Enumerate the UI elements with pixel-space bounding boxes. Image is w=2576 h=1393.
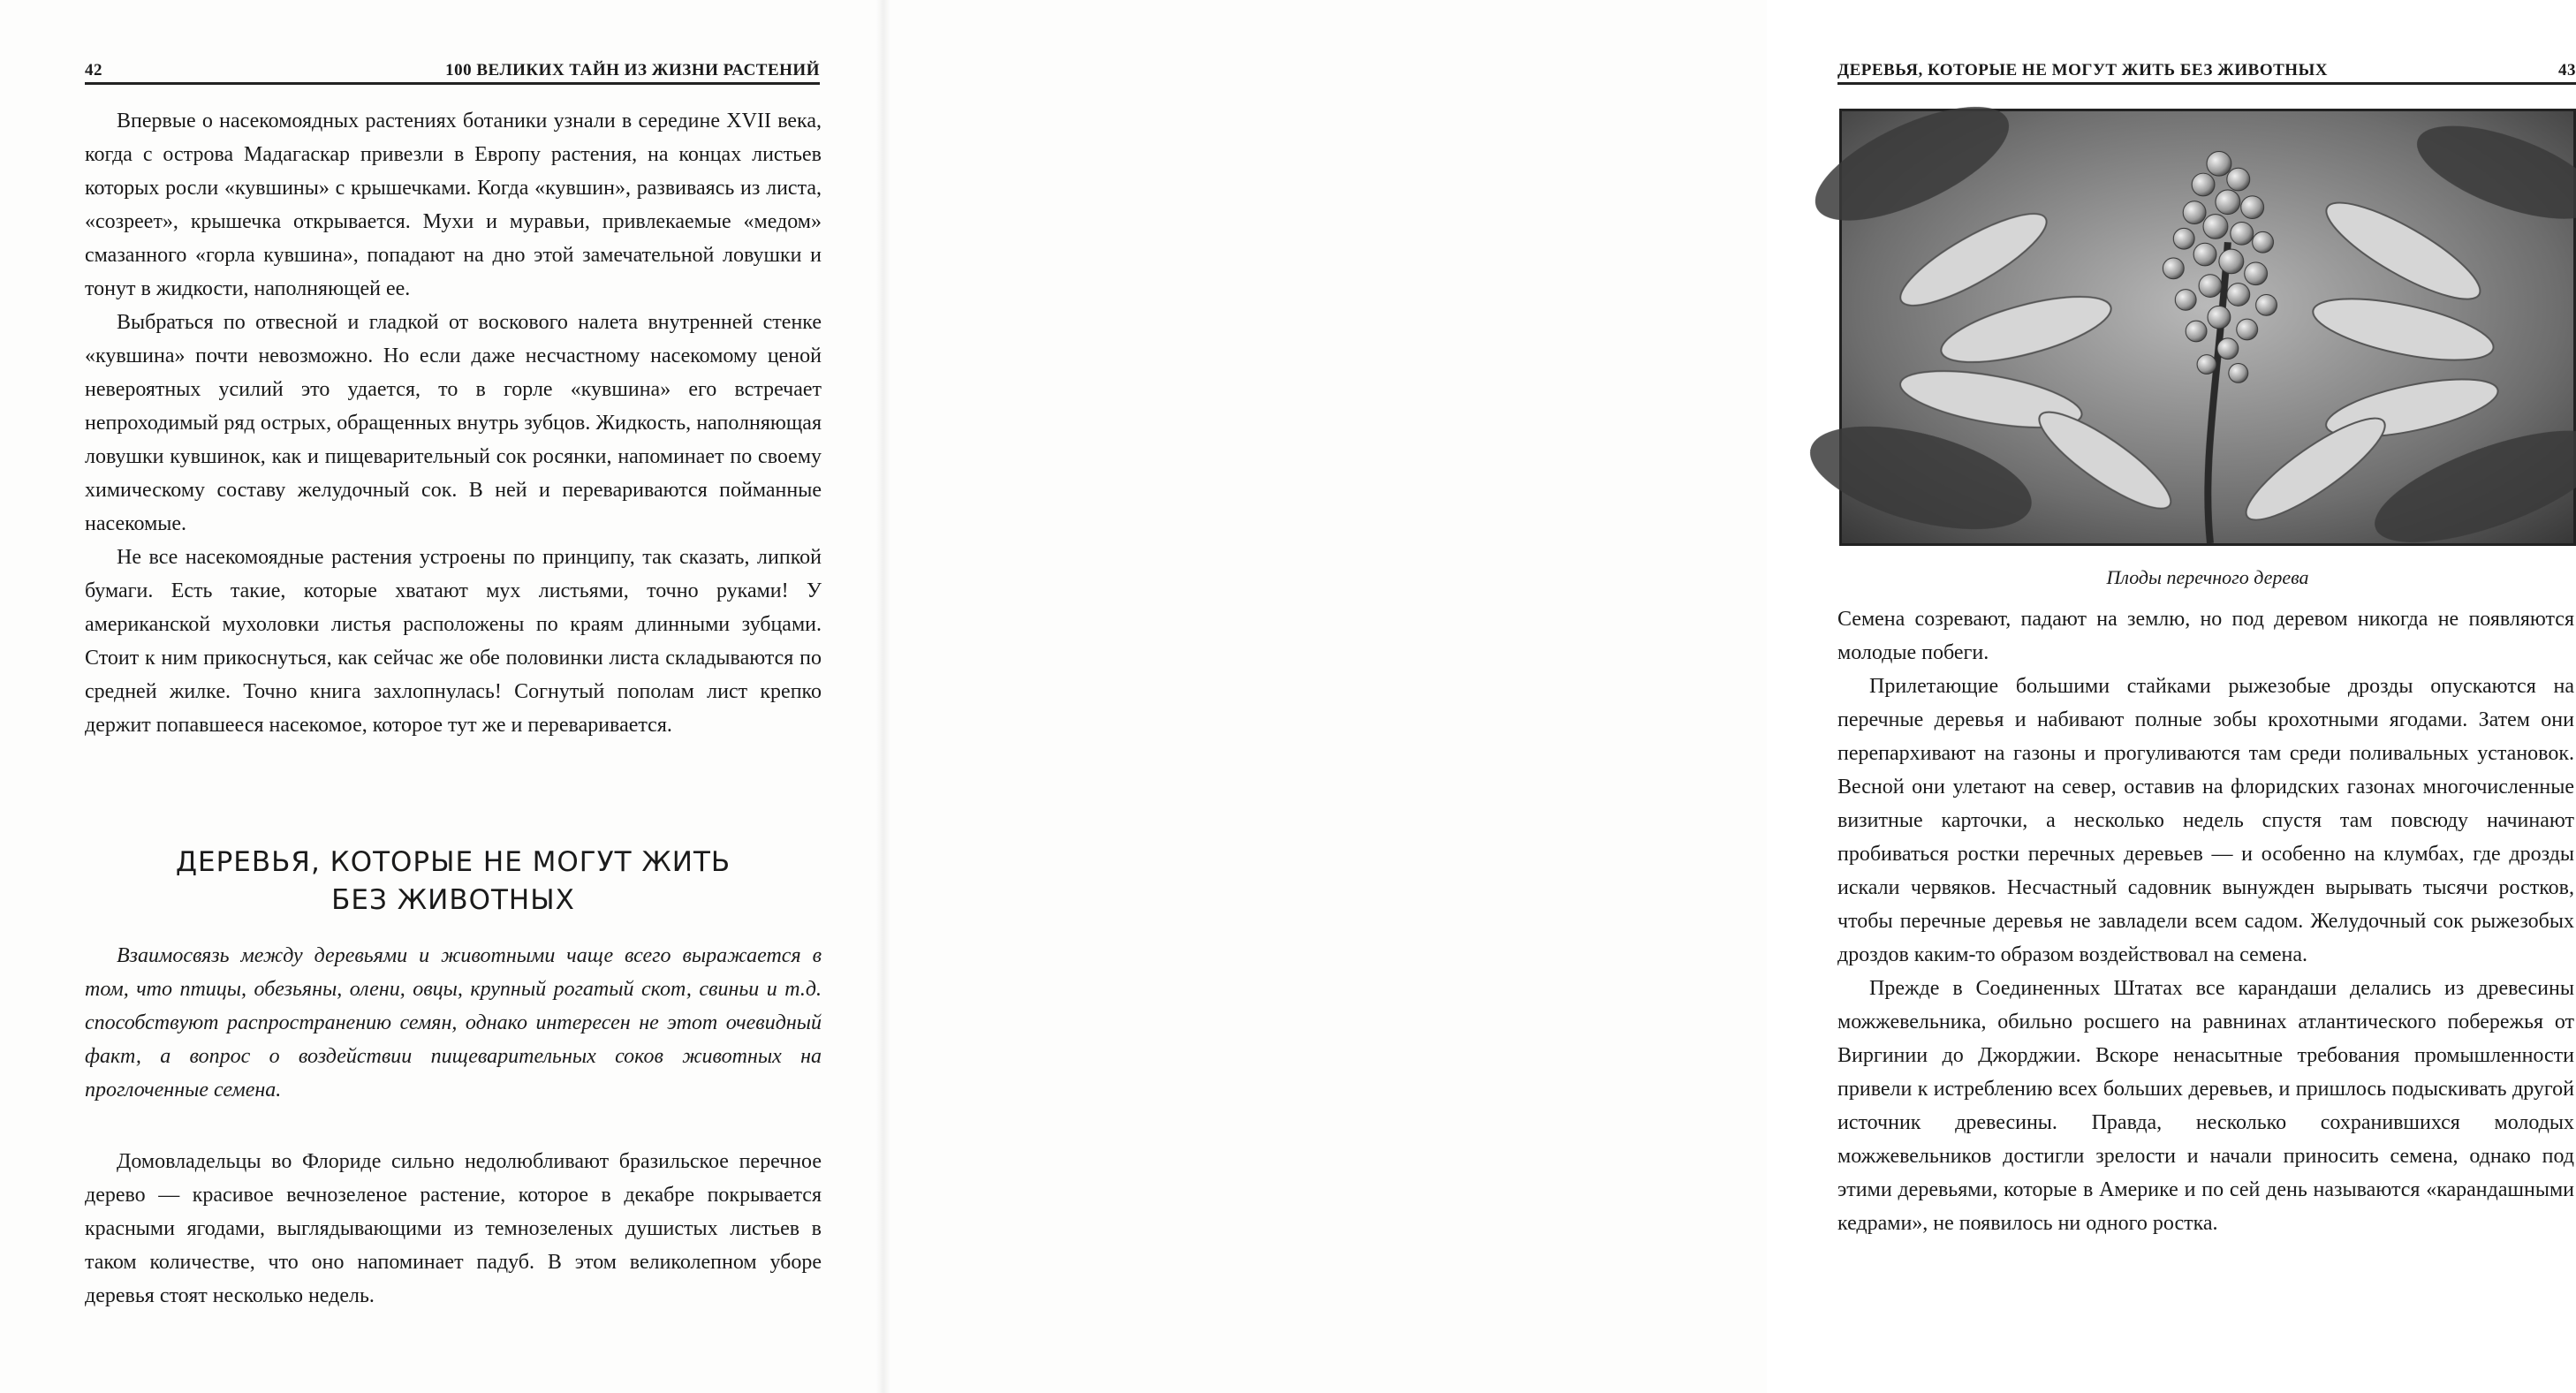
paragraph: Домовладельцы во Флориде сильно недолюбливают бразильское перечное дерево — красивое вечнозеленое растение, которое в декабре покрывается красными ягодами, выглядывающими из темнозеленых душистых листьев в таком количестве, что оно напоминает падуб. В этом великолепном уборе деревья стоят несколько недель.	[85, 1150, 822, 1307]
right-page	[883, 0, 2576, 1393]
running-title-left: 100 ВЕЛИКИХ ТАЙН ИЗ ЖИЗНИ РАСТЕНИЙ	[445, 61, 820, 79]
right-body	[1837, 602, 2574, 1240]
page-number-right: 43	[2558, 61, 2576, 79]
photo-illustration	[1842, 111, 2573, 543]
paragraph: Не все насекомоядные растения устроены по принципу, так сказать, липкой бумаги. Есть такие, которые хватают мух листьями, точно руками! У американской мухоловки листья расположены по краям длинными зубцами. Стоит к ним прикоснуться, как сейчас же обе половинки листа складываются по средней жилке. Точно книга захлопнулась! Согнутый пополам лист крепко держит попавшееся насекомое, которое тут же и переваривается.	[85, 546, 822, 737]
paragraph: Выбраться по отвесной и гладкой от воскового налета внутренней стенке «кувшина» почти невозможно. Но если даже несчастному насекомому ценой невероятных усилий это удается, то в горле «кувшина» его встречает непроходимый ряд острых, обращенных внутрь зубцов. Жидкость, наполняющая ловушки кувшинок, как и пищеварительный сок росянки, напоминает по своему химическому составу желудочный сок. В ней и перевариваются пойманные насекомые.	[85, 311, 822, 535]
left-running-head	[85, 56, 820, 85]
pepper-tree-photo	[1839, 109, 2576, 546]
left-page	[0, 0, 883, 1393]
lead-paragraph-block	[85, 939, 822, 1107]
figure-caption: Плоды перечного дерева	[2106, 566, 2309, 588]
page-number-left: 42	[85, 61, 102, 79]
section-heading-line: БЕЗ ЖИВОТНЫХ	[331, 884, 575, 916]
left-body-top	[85, 104, 822, 742]
paragraph-continued: Семена созревают, падают на землю, но под деревом никогда не появляются молодые побеги.	[1837, 608, 2574, 664]
paragraph: Прилетающие большими стайками рыжезобые дрозды опускаются на перечные деревья и набивают полные зобы крохотными ягодами. Затем они перепархивают на газоны и прогуливаются там среди поливальных установок. Весной они улетают на север, оставив на флоридских газонах многочисленные визитные карточки, а несколько недель спустя там повсюду начинают пробиваться ростки перечных деревьев — и особенно на клумбах, где дрозды искали червяков. Несчастный садовник вынужден вырывать тысячи ростков, чтобы перечные деревья не завладели всем садом. Желудочный сок рыжезобых дроздов каким-то образом воздействовал на семена.	[1837, 675, 2574, 966]
paragraph: Впервые о насекомоядных растениях ботаники узнали в середине XVII века, когда с острова Мадагаскар привезли в Европу растения, на концах листьев которых росли «кувшины» с крышечками. Когда «кувшин», развиваясь из листа, «созреет», крышечка открывается. Мухи и муравьи, привлекаемые «медом» смазанного «горла кувшина», попадают на дно этой замечательной ловушки и тонут в жидкости, наполняющей ее.	[85, 110, 822, 300]
running-title-right: ДЕРЕВЬЯ, КОТОРЫЕ НЕ МОГУТ ЖИТЬ БЕЗ ЖИВОТНЫХ	[1837, 61, 2328, 79]
left-body-bottom	[85, 1145, 822, 1313]
section-heading-line: ДЕРЕВЬЯ, КОТОРЫЕ НЕ МОГУТ ЖИТЬ	[175, 846, 731, 878]
lead-paragraph: Взаимосвязь между деревьями и животными чаще всего выражается в том, что птицы, обезьяны, олени, овцы, крупный рогатый скот, свиньи и т.д. способствуют распространению семян, однако интересен не этот очевидный факт, а вопрос о воздействии пищеварительных соков животных на проглоченные семена.	[85, 944, 822, 1102]
section-heading	[85, 844, 822, 920]
right-running-head	[1837, 56, 2576, 85]
paragraph: Прежде в Соединенных Штатах все карандаши делались из древесины можжевельника, обильно росшего на равнинах атлантического побережья от Виргинии до Джорджии. Вскоре ненасытные требования промышленности привели к истреблению всех больших деревьев, и пришлось подыскивать другой источник древесины. Правда, несколько сохранившихся молодых можжевельников достигли зрелости и начали приносить семена, однако под этими деревьями, которые в Америке и по сей день называются «карандашными кедрами», не появилось ни одного ростка.	[1837, 977, 2574, 1235]
